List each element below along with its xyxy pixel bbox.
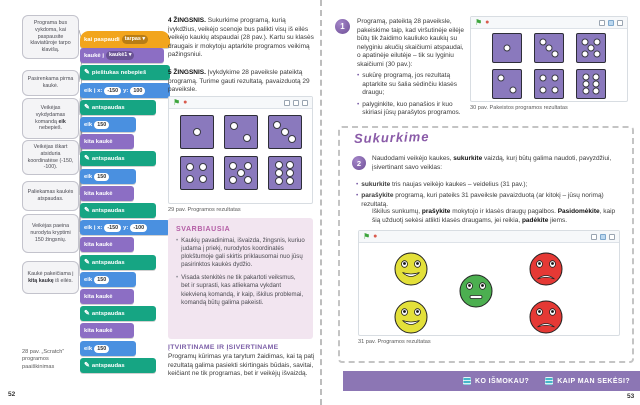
die-face-5 [576,33,606,63]
scratch-block-motion: eik į x: -150 y: -100 [80,220,170,235]
smiley-sad [530,253,562,285]
checklist-icon [463,377,471,385]
step1-number-circle: 1 [335,19,350,34]
sukurkime-title: Sukurkime [353,129,430,146]
page-number-right: 53 [627,393,635,400]
step1-bullets: • sukūrę programą, jos rezultatą aptarkite su šalia sėdinčiu klasės draugu; • palyginkite, kuo panašios ir kuo skiriasi jūsų parašytos programos. [357,72,461,117]
stage-header [359,231,619,243]
fig29-stage [168,96,313,204]
pen-icon: ✎ [84,310,90,317]
step5-paragraph: 5 ŽINGSNIS. Įvykdykime 28 paveiksle pateiktą programą. Turime gauti rezultatą, pavaizduotą 29 paveiksle. [168,69,310,94]
fig31-stage [358,230,620,336]
page-number-left: 52 [8,391,16,398]
stage-header [169,97,312,109]
svarbiausia-box [168,218,313,339]
green-flag-icon: ⚑ [173,97,181,107]
smiley-faces [359,243,619,335]
dice-grid-30 [471,29,627,99]
die-face-4 [180,156,214,190]
fig30-stage [470,16,628,102]
die-face-3 [534,33,564,63]
stage-small-icon [591,234,597,240]
stage-normal-icon [600,234,606,240]
die-face-2 [492,69,522,99]
annotation-box: Veikėjas paeina nurodyta kryptimi 150 žingsnių. [22,214,79,253]
die-face-4 [534,69,564,99]
step4-paragraph: 4 ŽINGSNIS. Sukurkime programą, kurią įvykdžius, veikėjo scenoje bus palikti visų iš eilės veikėjo kaukių atspaudai (28 pav.). Kartu su klasės draugais ir mokytoju aptarkite programos veikimą pažingsniui. [168,17,314,59]
stage-normal-icon [293,100,299,106]
step2-number-circle: 2 [352,156,366,170]
dice-grid-29 [169,109,312,190]
annotation-box: Paliekamas kaukės atspaudas. [22,181,79,211]
fig28-caption: 28 pav. „Scratch“ programos paaiškinimas [22,349,65,370]
footer-bar-item: KO IŠMOKAU? [463,377,529,385]
footer-bar-item: KAIP MAN SEKĖSI? [545,377,630,385]
footer-bar [343,371,640,391]
scratch-block-motion: eik 150 [80,341,136,356]
scratch-block-motion: eik 150 [80,272,136,287]
annotation-box: Veikėjas iškart atsiduria koordinatėse (-150, -100). [22,140,79,175]
scratch-block-hat: kai paspaudi tarpas ▾ [80,31,170,48]
scratch-block-pen: ✎ antspaudas [80,358,156,373]
checklist-icon [545,377,553,385]
step2-bullets: • sukurkite tris naujas veikėjo kaukes – veidelius (31 pav.); • parašykite programą, kuri pateiks 31 paveiksle pavaizduotą (ar kitokį – jūsų norimą) rezultatą. [356,181,604,208]
die-face-6 [576,69,606,99]
annotation-box: Kaukė pakeičiama į kitą kaukę iš eilės. [22,261,79,294]
scratch-block-looks: kaukė į kaukė1 ▾ [80,48,164,63]
sukurkime-footer-text: Iškilus sunkumų, prašykite mokytojo ir klasės draugų pagalbos. Pasidomėkite, kaip šią užduotį sekėsi atlikti klasės draugams, jei reikia, padėkite jiems. [372,208,616,224]
stage-header [471,17,627,29]
scratch-block-pen: ✎ antspaudas [80,203,156,218]
pen-icon: ✎ [84,362,90,369]
scratch-block-looks: kita kaukė [80,237,134,252]
scratch-block-motion: eik 150 [80,169,136,184]
svarbiausia-title: SVARBIAUSIA [176,226,231,233]
stage-small-icon [599,20,605,26]
scratch-block-looks: kita kaukė [80,134,134,149]
pen-icon: ✎ [84,69,90,76]
die-face-5 [224,156,258,190]
smiley-happy [395,253,427,285]
die-face-1 [180,115,214,149]
scratch-block-motion: eik į x: -150 y: 100 [80,83,170,98]
pen-icon: ✎ [84,104,90,111]
pen-icon: ✎ [84,259,90,266]
svarbiausia-bullets: • Kaukių pavadinimai, išvaizda, žingsnis, kuriuo judama į priekį, nurodytos koordinatės plokštumoje gali skirtis priklausomai nuo jūsų pasirinktos kaukės dydžio. • Visada stenkitės ne tik pakartoti veiksmus, bet ir suprasti, kas atliekama vykdant kiekvieną komandą, ir kaip, iškilus problemai, komandą būtų galima pakeisti. [176,237,305,306]
scratch-block-pen: ✎ antspaudas [80,151,156,166]
die-face-6 [268,156,302,190]
step2-paragraph: Naudodami veikėjo kaukes, sukurkite vaizdą, kurį būtų galima naudoti, pavyzdžiui, įsivertinant savo veiklas: [372,155,612,171]
annotation-box: Veikėjas vykdydamas komandą eik nebepieš. [22,98,79,139]
annotation-box: Pasirenkama pirma kaukė. [22,70,79,96]
scratch-block-pen: ✎ pieštukas nebepieš [80,65,170,80]
die-face-3 [268,115,302,149]
stage-fullscreen-icon [302,100,308,106]
scratch-block-pen: ✎ antspaudas [80,100,156,115]
green-flag-icon: ⚑ [475,17,483,27]
pen-icon: ✎ [84,207,90,214]
step1-paragraph: Programą, pateiktą 28 paveiksle, pakeiskime taip, kad viršutinėje eilėje būtų tik žaidimo kauliuko kaukių su nelyginiu akučių skaičiumi atspaudai, o apatinėje eilutėje – tik su lyginiu skaičiumi (30 pav.): [357,18,464,68]
smiley-sad [530,301,562,333]
fig31-caption: 31 pav. Programos rezultatas [358,339,431,345]
smiley-happy [395,301,427,333]
itvirtiname-text: Programų kūrimas yra tarytum žaidimas, kai tą patį rezultatą galima pasiekti skirtingais būdais, savitai, keičiant ne tik programas, bet ir veikėjų išvaizdą. [168,353,315,378]
smiley-neutral [460,275,492,307]
die-face-2 [224,115,258,149]
scratch-block-pen: ✎ antspaudas [80,255,156,270]
stop-icon: ● [485,19,490,26]
scratch-block-looks: kita kaukė [80,186,134,201]
stop-icon: ● [183,99,188,106]
annotation-box: Programa bus vykdoma, kai paspausite klaviatūroje tarpo klavišą. [22,15,79,59]
scratch-block-looks: kita kaukė [80,289,134,304]
itvirtiname-title: ĮTVIRTINAME IR ĮSIVERTINAME [168,344,279,351]
die-face-1 [492,33,522,63]
stage-fullscreen-icon [617,20,623,26]
stage-small-icon [284,100,290,106]
scratch-block-motion: eik 150 [80,117,136,132]
stop-icon: ● [373,233,378,240]
stage-fullscreen-icon [609,234,615,240]
scratch-block-pen: ✎ antspaudas [80,306,156,321]
pen-icon: ✎ [84,155,90,162]
fig30-caption: 30 pav. Pakeistos programos rezultatas [470,105,568,111]
stage-normal-icon [608,20,614,26]
scratch-block-looks: kita kaukė [80,323,134,338]
page-gutter-divider [320,0,322,405]
green-flag-icon: ⚑ [363,231,371,241]
fig29-caption: 29 pav. Programos rezultatas [168,207,241,213]
